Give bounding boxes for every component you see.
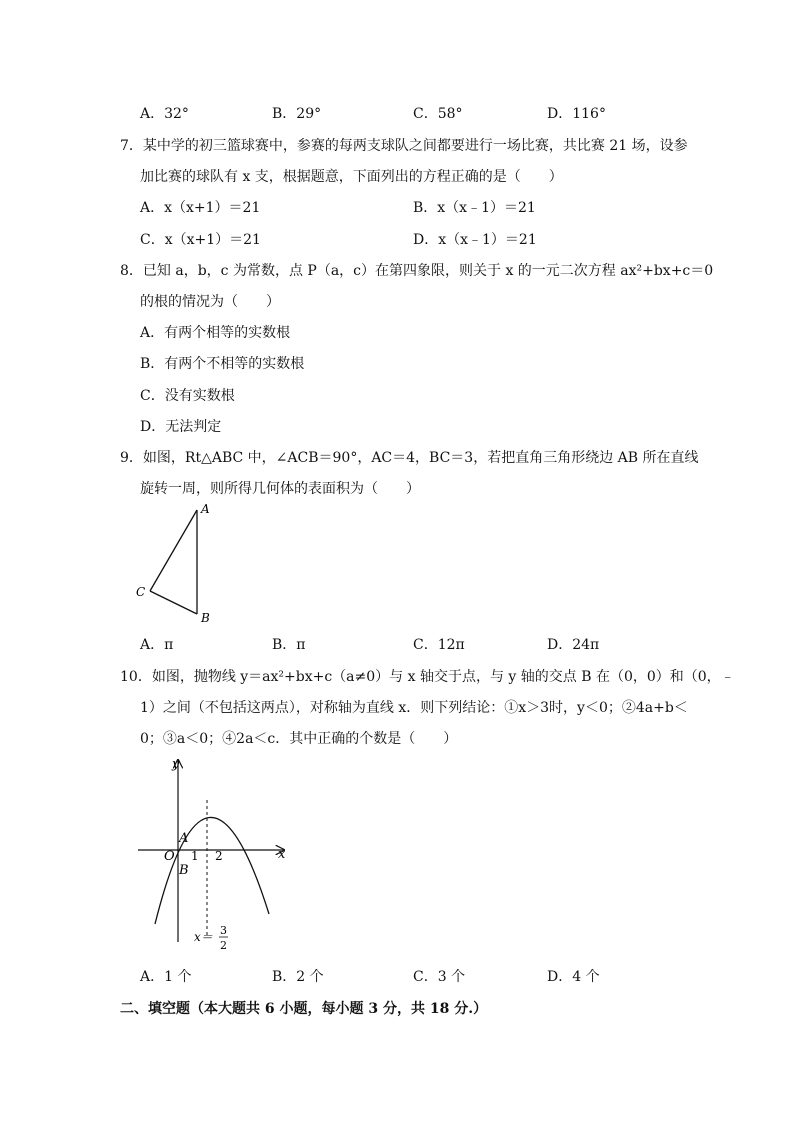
q8-option-d: D．无法判定 (140, 419, 222, 435)
vertex-b-label: B (201, 611, 210, 625)
q9-option-b: B．π (272, 637, 306, 653)
q10-stem-line2: 1）之间（不包括这两点），对称轴为直线 x．则下列结论：①x＞3时，y＜0；②4a+b＜ (140, 700, 688, 716)
q10-option-b: B．2 个 (272, 969, 324, 985)
q7-options-row2 (0, 229, 794, 249)
tick-2-label: 2 (215, 849, 223, 863)
tick-1-label: 1 (191, 849, 199, 863)
q6-option-c: C．58° (413, 106, 463, 122)
q8-option-a: A．有两个相等的实数根 (140, 325, 291, 341)
q9-option-d: D．24π (547, 637, 600, 653)
origin-label: O (164, 849, 175, 864)
q9-stem-line1: 9．如图，Rt△ABC 中，∠ACB＝90°，AC＝4，BC＝3，若把直角三角形绕边 AB 所在直线 (120, 450, 699, 466)
triangle-cb-edge (150, 591, 197, 614)
q10-stem-line3: 0；③a＜0；④2a＜c．其中正确的个数是（ ） (140, 731, 458, 747)
q7-option-d: D．x（x﹣1）＝21 (413, 232, 537, 248)
q7-option-a: A．x（x+1）＝21 (140, 200, 261, 216)
q7-option-c: C．x（x+1）＝21 (140, 232, 261, 248)
triangle-ac-edge (150, 510, 197, 591)
q7-stem-line2: 加比赛的球队有 x 支，根据题意，下面列出的方程正确的是（ ） (140, 169, 563, 185)
section-2-heading: 二、填空题（本大题共 6 小题，每小题 3 分，共 18 分.） (120, 1001, 488, 1017)
vertex-a-label: A (201, 502, 210, 516)
q10-option-a: A．1 个 (140, 969, 192, 985)
q6-option-b: B．29° (272, 106, 322, 122)
fraction-numerator: 3 (220, 924, 227, 937)
q9-options (0, 634, 794, 654)
axis-equation-label: x＝ (194, 930, 213, 944)
x-axis-label: x (278, 847, 286, 862)
q10-option-c: C．3 个 (413, 969, 466, 985)
q9-triangle-figure (130, 500, 220, 630)
q10-option-d: D．4 个 (547, 969, 600, 985)
fraction-denominator: 2 (220, 939, 227, 952)
q9-stem-line2: 旋转一周，则所得几何体的表面积为（ ） (140, 481, 420, 497)
q9-option-a: A．π (140, 637, 174, 653)
q10-stem-line1: 10．如图，抛物线 y＝ax²+bx+c（a≠0）与 x 轴交于点，与 y 轴的交点 B 在（0，0）和（0，﹣ (120, 669, 735, 685)
point-b-label: B (179, 863, 189, 878)
point-a-label: A (179, 831, 189, 846)
parabola-curve (155, 817, 269, 924)
q8-stem-line1: 8．已知 a，b，c 为常数，点 P（a，c）在第四象限，则关于 x 的一元二次方程 ax²+bx+c＝0 (120, 263, 714, 279)
q6-option-d: D．116° (547, 106, 606, 122)
q7-options-row1 (0, 197, 794, 217)
q8-stem-line2: 的根的情况为（ ） (140, 294, 280, 310)
vertex-c-label: C (136, 585, 146, 599)
q8-option-b: B．有两个不相等的实数根 (140, 356, 305, 372)
q10-parabola-figure (130, 752, 300, 957)
y-axis-label: y (172, 757, 180, 772)
q7-stem-line1: 7．某中学的初三篮球赛中，参赛的每两支球队之间都要进行一场比赛，共比赛 21 场，设参 (120, 138, 688, 154)
q8-option-c: C．没有实数根 (140, 388, 235, 404)
q9-option-c: C．12π (413, 637, 465, 653)
q7-option-b: B．x（x﹣1）＝21 (413, 200, 536, 216)
q6-option-a: A．32° (140, 106, 189, 122)
q10-options (0, 966, 794, 986)
q6-options (0, 103, 794, 123)
